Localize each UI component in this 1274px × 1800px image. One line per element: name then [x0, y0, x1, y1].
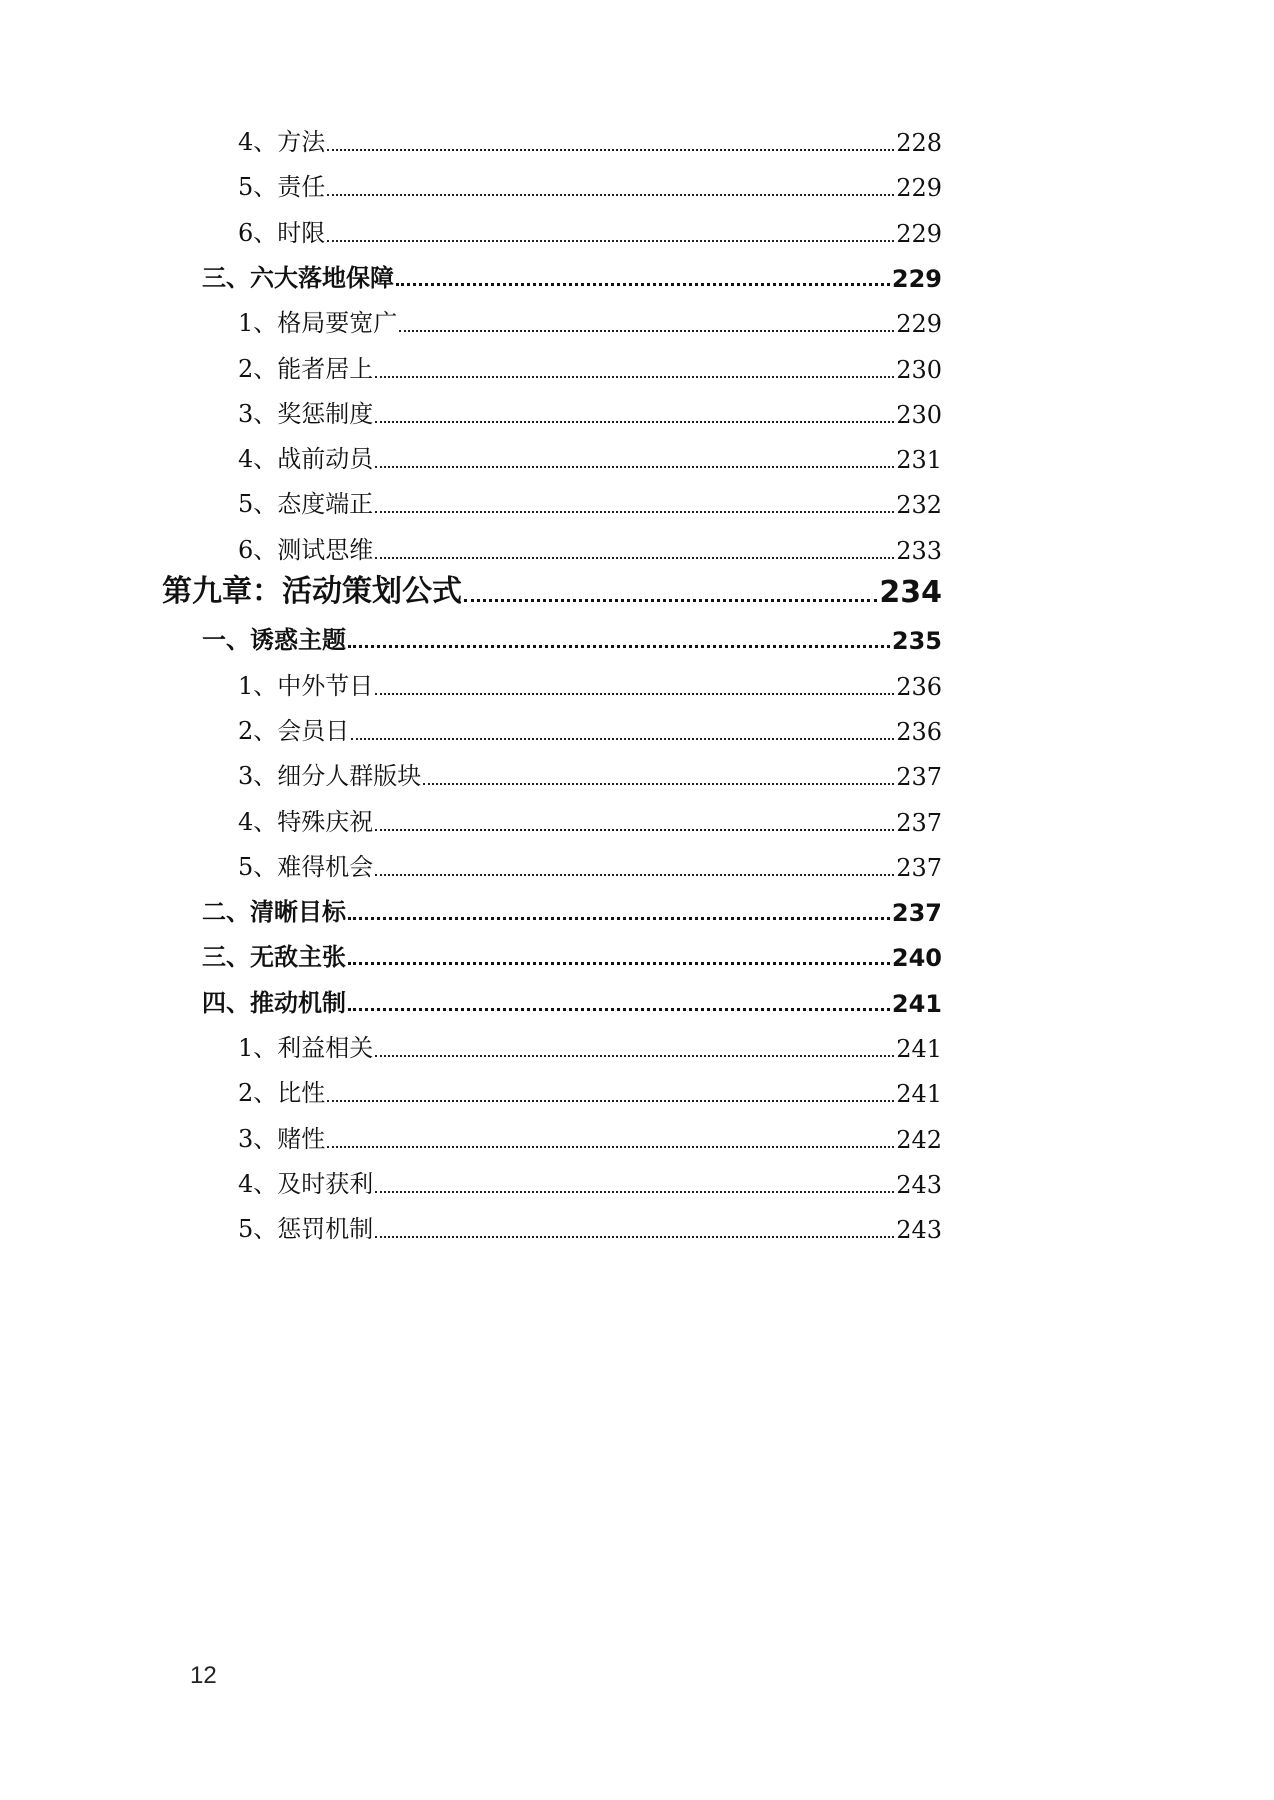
toc-entry-page: 230 — [896, 355, 942, 384]
toc-entry-label: 4、特殊庆祝 — [238, 807, 374, 836]
dot-leader — [375, 376, 894, 378]
dot-leader — [348, 917, 890, 920]
toc-entry-page: 233 — [896, 536, 942, 565]
toc-entry-page: 235 — [891, 627, 942, 656]
dot-leader — [375, 1191, 894, 1193]
toc-entry-page: 232 — [896, 491, 942, 520]
dot-leader — [399, 330, 894, 332]
toc-section — [202, 621, 942, 655]
toc-subsection — [238, 1212, 942, 1244]
toc-entry-label: 2、比性 — [238, 1079, 326, 1108]
toc-entry-label: 3、奖惩制度 — [238, 399, 374, 428]
toc-subsection — [238, 397, 942, 429]
dot-leader — [396, 283, 890, 286]
toc-subsection — [238, 759, 942, 791]
toc-subsection — [238, 1076, 942, 1108]
toc-entry-page: 243 — [896, 1170, 942, 1199]
dot-leader — [348, 1008, 890, 1011]
dot-leader — [327, 1146, 894, 1148]
toc-subsection — [238, 1167, 942, 1199]
toc-entry-page: 236 — [896, 672, 942, 701]
dot-leader — [351, 738, 894, 740]
toc-entry-label: 三、无敌主张 — [202, 943, 346, 972]
toc-subsection — [238, 216, 942, 248]
dot-leader — [375, 511, 894, 513]
toc-entry-label: 4、及时获利 — [238, 1169, 374, 1198]
dot-leader — [375, 693, 894, 695]
toc-entry-page: 241 — [896, 1035, 942, 1063]
toc-entry-label: 5、态度端正 — [238, 490, 374, 519]
toc-entry-page: 241 — [896, 1080, 942, 1109]
toc-entry-label: 3、赌性 — [238, 1124, 326, 1153]
toc-entry-label: 4、战前动员 — [238, 445, 374, 474]
toc-entry-label: 3、细分人群版块 — [238, 762, 422, 791]
toc-subsection — [238, 125, 942, 157]
toc-entry-page: 241 — [891, 989, 942, 1018]
toc-entry-page: 236 — [896, 717, 942, 746]
toc-subsection — [238, 669, 942, 701]
dot-leader — [375, 874, 894, 876]
toc-entry-page: 242 — [896, 1125, 942, 1154]
toc-subsection — [238, 850, 942, 882]
toc-entry-label: 6、测试思维 — [238, 535, 374, 564]
toc-section — [202, 984, 942, 1018]
toc-entry-page: 229 — [896, 219, 942, 248]
toc-entry-page: 237 — [891, 899, 942, 928]
toc-entry-label: 二、清晰目标 — [202, 898, 346, 927]
toc-subsection — [238, 805, 942, 837]
toc-subsection — [238, 1031, 942, 1063]
toc-entry-label: 2、能者居上 — [238, 354, 374, 383]
toc-entry-label: 三、六大落地保障 — [202, 263, 394, 292]
dot-leader — [327, 1100, 894, 1102]
toc-entry-page: 240 — [891, 944, 942, 973]
toc-entry-label: 第九章：活动策划公式 — [162, 574, 462, 609]
toc-entry-page: 243 — [896, 1216, 942, 1245]
dot-leader — [375, 1055, 894, 1057]
toc-entry-label: 4、方法 — [238, 128, 326, 156]
toc-entry-page: 231 — [896, 446, 942, 475]
toc-subsection — [238, 306, 942, 338]
toc-section — [202, 259, 942, 293]
dot-leader — [348, 645, 890, 648]
dot-leader — [327, 194, 894, 196]
toc-entry-label: 一、诱惑主题 — [202, 626, 346, 655]
toc-entry-page: 229 — [891, 264, 942, 293]
dot-leader — [348, 962, 890, 965]
dot-leader — [375, 421, 894, 423]
dot-leader — [375, 829, 894, 831]
toc-entry-page: 234 — [879, 575, 942, 610]
toc-section — [202, 938, 942, 972]
toc-entry-page: 237 — [896, 853, 942, 882]
toc-subsection — [238, 1122, 942, 1154]
toc-entry-page: 230 — [896, 400, 942, 429]
toc-entry-page: 229 — [896, 310, 942, 339]
toc-subsection — [238, 714, 942, 746]
toc-entry-label: 1、中外节日 — [238, 671, 374, 700]
toc-entry-page: 237 — [896, 808, 942, 837]
dot-leader — [375, 1236, 894, 1238]
toc-entry-label: 6、时限 — [238, 218, 326, 247]
toc-entry-label: 1、格局要宽广 — [238, 309, 398, 338]
toc-subsection — [238, 352, 942, 384]
toc-entry-page: 229 — [896, 174, 942, 203]
toc-entry-label: 1、利益相关 — [238, 1034, 374, 1062]
toc-entry-label: 2、会员日 — [238, 716, 350, 745]
toc-chapter — [162, 570, 942, 610]
toc-subsection — [238, 170, 942, 202]
toc-entry-page: 237 — [896, 763, 942, 792]
dot-leader — [464, 599, 877, 602]
toc-subsection — [238, 442, 942, 474]
dot-leader — [375, 466, 894, 468]
toc-entry-label: 5、责任 — [238, 173, 326, 202]
dot-leader — [375, 557, 894, 559]
page-number: 12 — [190, 1662, 217, 1689]
dot-leader — [327, 240, 894, 242]
toc-section — [202, 893, 942, 927]
toc-entry-label: 四、推动机制 — [202, 988, 346, 1017]
dot-leader — [423, 783, 894, 785]
toc-entry-label: 5、惩罚机制 — [238, 1215, 374, 1244]
dot-leader — [327, 149, 894, 151]
toc-subsection — [238, 533, 942, 565]
toc-entry-label: 5、难得机会 — [238, 852, 374, 881]
toc-subsection — [238, 487, 942, 519]
toc-entry-page: 228 — [896, 129, 942, 157]
